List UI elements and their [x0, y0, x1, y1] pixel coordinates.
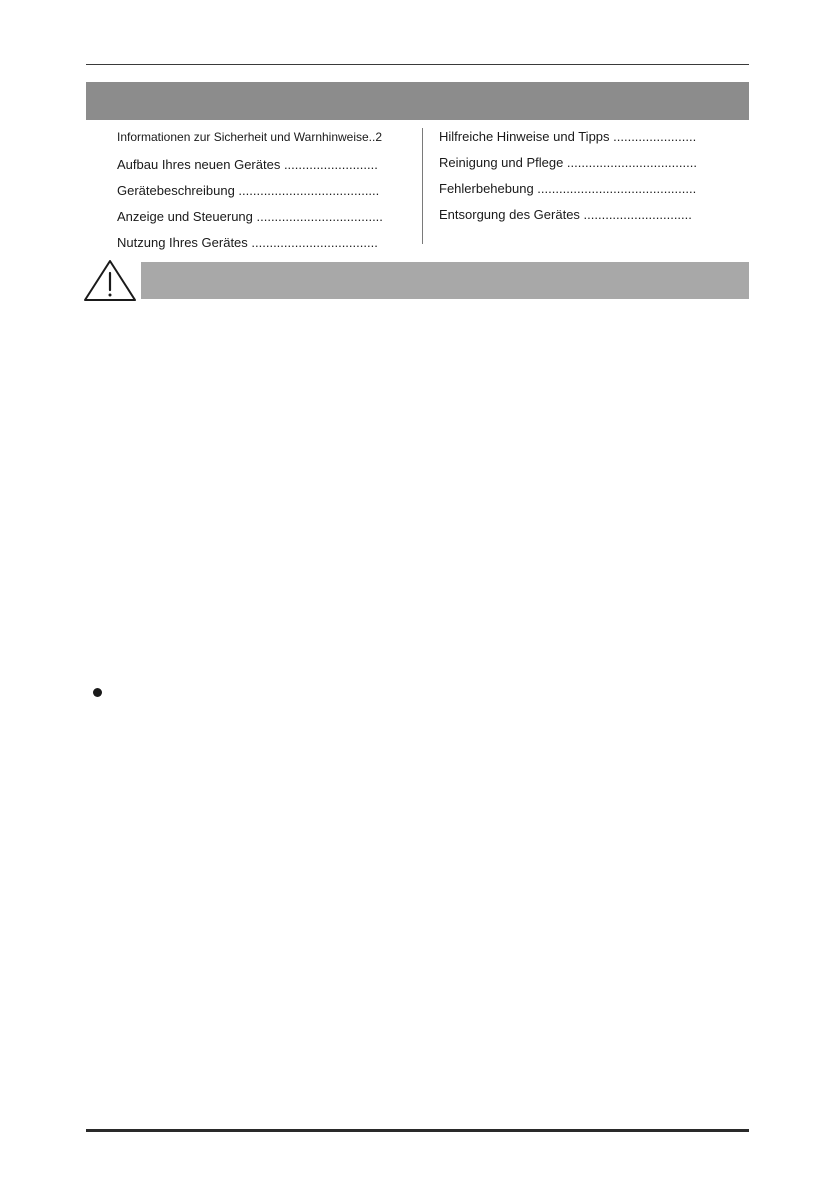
bottom-rule: [86, 1129, 749, 1132]
top-rule: [86, 64, 749, 65]
toc-item-tips[interactable]: Hilfreiche Hinweise und Tipps .......................: [439, 129, 697, 144]
toc-item-description[interactable]: Gerätebeschreibung .......................................: [117, 183, 380, 198]
warning-header-band: [141, 262, 749, 299]
toc-column-divider: [422, 128, 423, 244]
toc-item-disposal[interactable]: Entsorgung des Gerätes ..............................: [439, 207, 692, 222]
toc-item-display-control[interactable]: Anzeige und Steuerung ...................................: [117, 209, 383, 224]
toc-item-safety[interactable]: Informationen zur Sicherheit und Warnhinweise..2: [117, 130, 383, 144]
toc-item-usage[interactable]: Nutzung Ihres Gerätes ...................................: [117, 235, 378, 250]
toc-item-construction[interactable]: Aufbau Ihres neuen Gerätes ..........................: [117, 157, 378, 172]
toc-header-band: [86, 82, 749, 120]
toc-item-troubleshooting[interactable]: Fehlerbehebung ............................................: [439, 181, 697, 196]
warning-triangle-icon: [82, 258, 138, 304]
bullet-dot-icon: [93, 688, 102, 697]
toc-item-cleaning[interactable]: Reinigung und Pflege ....................................: [439, 155, 697, 170]
